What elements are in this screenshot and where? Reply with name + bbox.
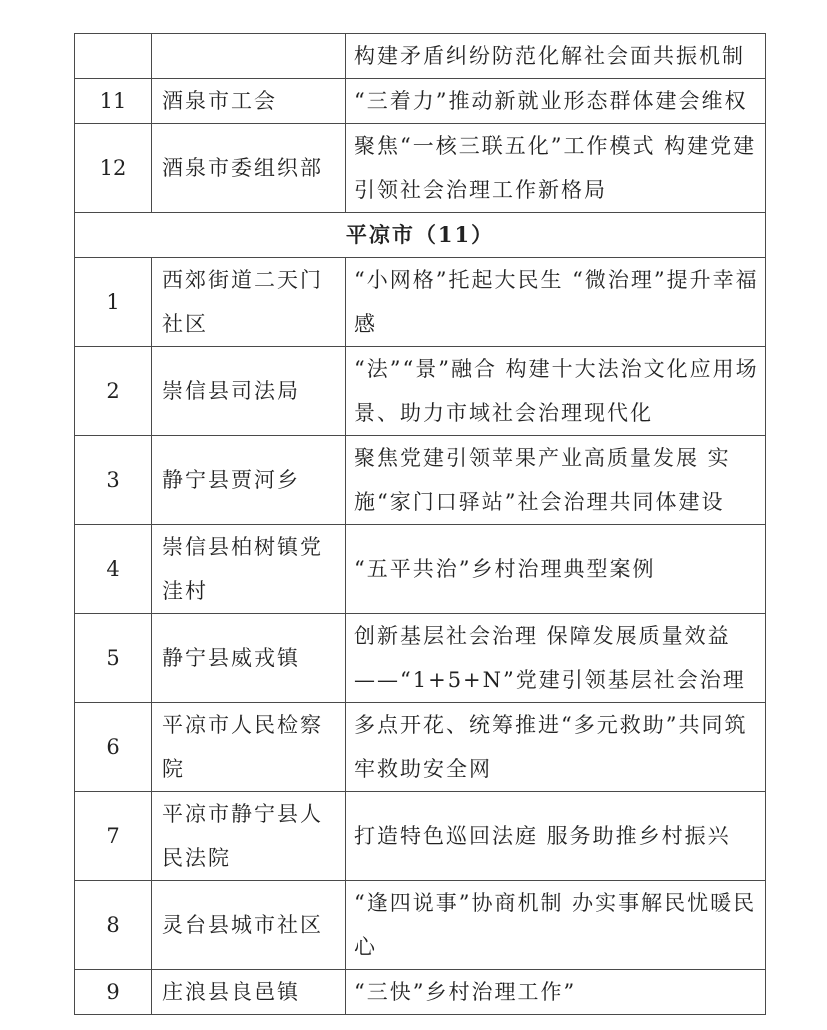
section-title: 平凉市（11） [75, 213, 766, 258]
unit-name: 静宁县威戎镇 [152, 614, 346, 703]
row-number [75, 34, 152, 79]
unit-name: 西郊街道二天门社区 [152, 258, 346, 347]
unit-name: 静宁县贾河乡 [152, 436, 346, 525]
row-number: 3 [75, 436, 152, 525]
case-title: “法”“景”融合 构建十大法治文化应用场景、助力市域社会治理现代化 [346, 347, 766, 436]
case-title: “三快”乡村治理工作” [346, 970, 766, 1015]
row-number: 6 [75, 703, 152, 792]
case-title-line: 创新基层社会治理 保障发展质量效益 [354, 624, 731, 648]
row-number: 2 [75, 347, 152, 436]
case-title-line: ——“1+5+N”党建引领基层社会治理 [354, 668, 746, 692]
unit-name: 酒泉市委组织部 [152, 124, 346, 213]
case-title: 多点开花、统筹推进“多元救助”共同筑牢救助安全网 [346, 703, 766, 792]
row-number: 11 [75, 79, 152, 124]
unit-name: 庄浪县良邑镇 [152, 970, 346, 1015]
table-row [75, 436, 766, 525]
section-header-row [75, 213, 766, 258]
case-title: “小网格”托起大民生 “微治理”提升幸福感 [346, 258, 766, 347]
row-number: 8 [75, 881, 152, 970]
case-title: 构建矛盾纠纷防范化解社会面共振机制 [346, 34, 766, 79]
table-row [75, 970, 766, 1015]
case-title [346, 614, 766, 703]
table-row [75, 79, 766, 124]
table-row [75, 258, 766, 347]
case-title: “逢四说事”协商机制 办实事解民忧暖民心 [346, 881, 766, 970]
case-list-table [74, 33, 766, 1015]
case-title: “五平共治”乡村治理典型案例 [346, 525, 766, 614]
table-row [75, 34, 766, 79]
row-number: 9 [75, 970, 152, 1015]
row-number: 4 [75, 525, 152, 614]
case-title: “三着力”推动新就业形态群体建会维权 [346, 79, 766, 124]
row-number: 1 [75, 258, 152, 347]
case-title: 聚焦党建引领苹果产业高质量发展 实施“家门口驿站”社会治理共同体建设 [346, 436, 766, 525]
table-row [75, 124, 766, 213]
table-row [75, 525, 766, 614]
table-row [75, 792, 766, 881]
case-title: 聚焦“一核三联五化”工作模式 构建党建引领社会治理工作新格局 [346, 124, 766, 213]
table-row [75, 703, 766, 792]
unit-name: 酒泉市工会 [152, 79, 346, 124]
unit-name: 崇信县柏树镇党洼村 [152, 525, 346, 614]
table-row [75, 347, 766, 436]
unit-name: 平凉市人民检察院 [152, 703, 346, 792]
row-number: 12 [75, 124, 152, 213]
unit-name: 崇信县司法局 [152, 347, 346, 436]
row-number: 7 [75, 792, 152, 881]
case-title: 打造特色巡回法庭 服务助推乡村振兴 [346, 792, 766, 881]
unit-name: 平凉市静宁县人民法院 [152, 792, 346, 881]
table-row [75, 881, 766, 970]
table-row [75, 614, 766, 703]
row-number: 5 [75, 614, 152, 703]
unit-name: 灵台县城市社区 [152, 881, 346, 970]
unit-name [152, 34, 346, 79]
